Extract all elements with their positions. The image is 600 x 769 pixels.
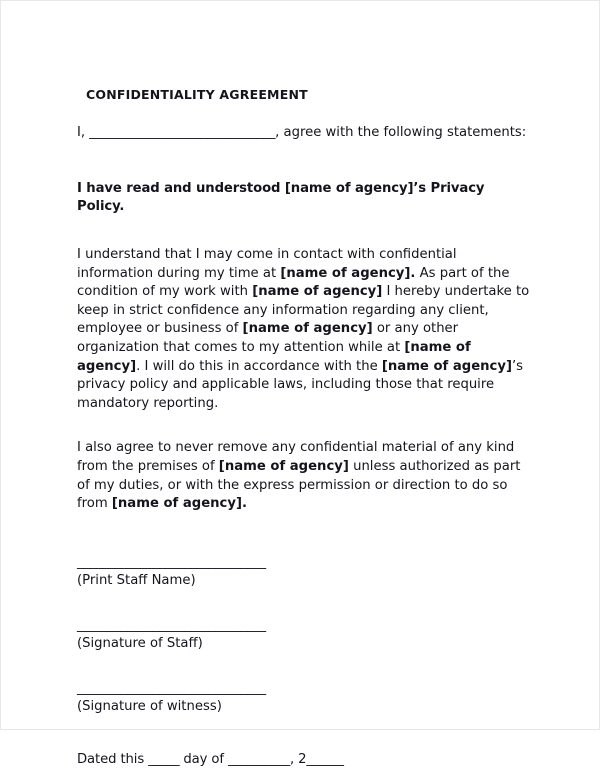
paragraph-text-run: I also agree to never remove any confidential material of any kind from the premises of	[77, 440, 515, 474]
signature-of-witness-line[interactable]: ______________________________	[77, 680, 266, 696]
dated-year-prefix: , 2	[289, 751, 307, 767]
signature-of-staff-line[interactable]: ______________________________	[77, 617, 266, 633]
signature-block-print-staff-name	[77, 556, 535, 589]
print-staff-name-line[interactable]: ______________________________	[77, 554, 266, 570]
agency-placeholder: [name of agency].	[111, 496, 247, 512]
dated-prefix: Dated this	[77, 751, 145, 767]
dated-month-blank[interactable]: __________	[227, 751, 290, 767]
agreement-lead-line	[77, 124, 535, 142]
dated-line	[77, 751, 535, 769]
agency-placeholder: [name of agency]	[77, 339, 471, 374]
paragraph-text-run: I hereby undertake to keep in strict confidence any information regarding any client, employee or business of	[77, 284, 530, 337]
agency-placeholder: [name of agency]	[242, 321, 373, 337]
agency-placeholder: [name of agency]	[381, 358, 512, 374]
paragraph-text-run: I understand that I may come in contact with confidential information during my time at	[77, 247, 457, 281]
agency-placeholder: [name of agency]	[218, 458, 349, 474]
statement-heading: I have read and understood [name of agency]’s Privacy Policy.	[77, 181, 485, 214]
paragraph-text-run: or any other organization that comes to my attention while at	[77, 321, 459, 355]
paragraph-text-run: . I will do this in accordance with the	[136, 358, 382, 374]
document-body	[77, 87, 535, 769]
dated-day-blank[interactable]: _____	[148, 751, 180, 767]
print-staff-name-label: (Print Staff Name)	[77, 572, 196, 588]
signature-of-witness-label: (Signature of witness)	[77, 698, 222, 714]
paragraph-text-run: As part of the condition of my work with	[77, 265, 510, 300]
signature-of-staff-label: (Signature of Staff)	[77, 635, 203, 651]
agency-placeholder: [name of agency]	[252, 284, 383, 300]
paragraph-text-run: ’s privacy policy and applicable laws, including those that require mandatory reporting.	[77, 358, 524, 411]
dated-middle: day of	[183, 751, 224, 767]
signature-section	[77, 556, 535, 715]
name-blank-field[interactable]: ______________________________	[89, 125, 276, 140]
paragraph-removal	[77, 439, 535, 513]
signature-block-signature-of-witness	[77, 682, 535, 715]
agency-placeholder: [name of agency].	[280, 265, 416, 281]
signature-block-signature-of-staff	[77, 619, 535, 652]
dated-year-blank[interactable]: ______	[306, 751, 344, 767]
page-title: CONFIDENTIALITY AGREEMENT	[86, 87, 308, 102]
lead-prefix: I,	[77, 125, 86, 140]
paragraph-text-run: unless authorized as part of my duties, or with the express permission or direction to do so from	[77, 458, 521, 512]
paragraph-understanding	[77, 246, 535, 413]
lead-suffix: , agree with the following statements:	[275, 125, 527, 140]
